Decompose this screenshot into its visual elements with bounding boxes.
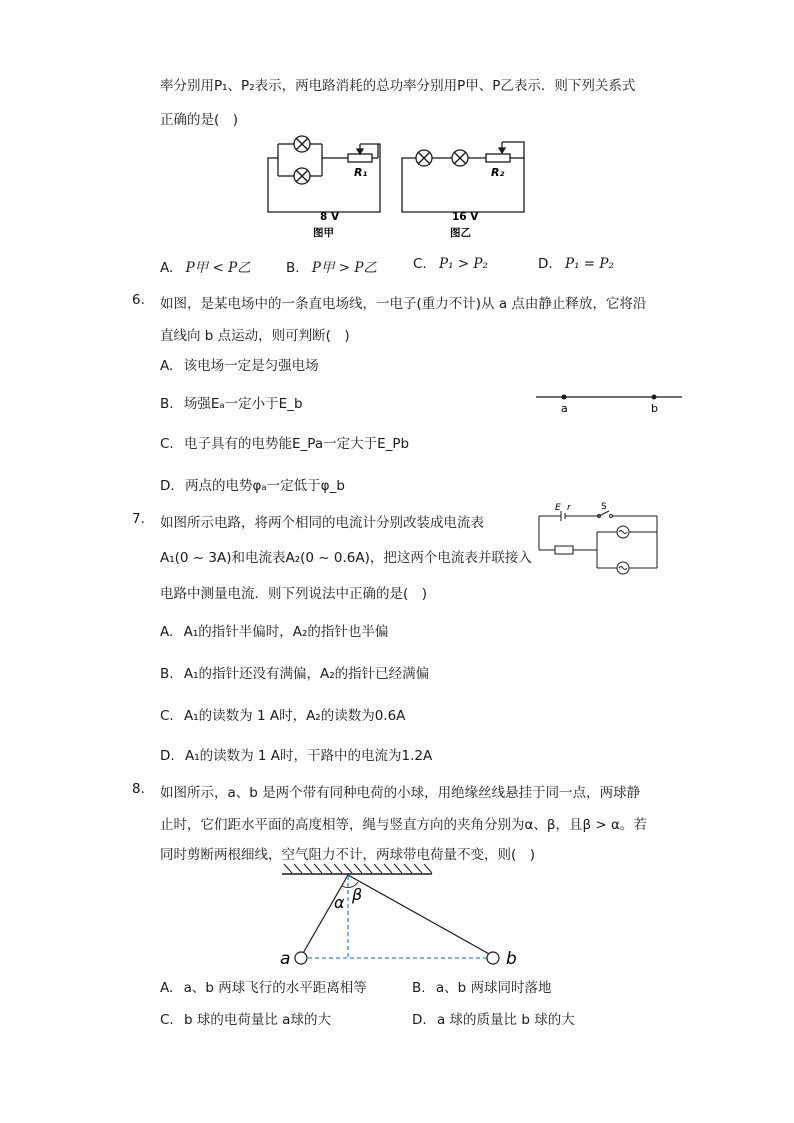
- option-letter: A.: [160, 624, 174, 640]
- option-letter: C.: [160, 708, 174, 724]
- ceiling-hatching: [284, 864, 432, 873]
- option-letter: D.: [412, 1012, 427, 1028]
- emf-label: E: [555, 503, 561, 513]
- option-text: P₁ > P₂: [439, 256, 488, 272]
- right-voltage-label: 16 V: [452, 211, 479, 223]
- option-text: 两点的电势φₐ一定低于φ_b: [184, 478, 345, 494]
- right-figure-label: 图乙: [450, 227, 471, 239]
- q6-stem-line2: 直线向 b 点运动，则可判断( ): [160, 328, 350, 344]
- q5-circuit-figure: [262, 128, 532, 240]
- option-text: A₁的指针还没有满偏，A₂的指针已经满偏: [183, 666, 430, 682]
- q6-option-c[interactable]: [160, 432, 409, 452]
- q7-number: 7.: [132, 511, 145, 527]
- point-b-label: b: [651, 402, 658, 415]
- q8-option-c[interactable]: [160, 1008, 331, 1028]
- beta-label: β: [352, 885, 363, 904]
- point-a-label: a: [561, 402, 568, 415]
- option-text: P₁ = P₂: [564, 256, 614, 272]
- point-a-icon: [562, 395, 567, 400]
- q7-option-c[interactable]: [160, 704, 405, 724]
- circuit-yi: [402, 142, 524, 212]
- q8-option-a[interactable]: [160, 976, 367, 996]
- ball-a-label: a: [280, 949, 291, 969]
- ball-b-label: b: [506, 949, 517, 969]
- left-voltage-label: 8 V: [320, 211, 340, 223]
- option-letter: B.: [412, 980, 426, 996]
- q6-option-b[interactable]: [160, 392, 303, 412]
- q8-number: 8.: [132, 781, 145, 797]
- point-b-icon: [652, 395, 657, 400]
- option-letter: A.: [160, 260, 174, 276]
- option-letter: B.: [286, 260, 300, 276]
- q8-stem-line3: 同时剪断两根细线，空气阻力不计，两球带电荷量不变，则( ): [160, 847, 536, 863]
- rheostat-r2-icon: [486, 154, 510, 162]
- q8-stem-line1: 如图所示，a、b 是两个带有同种电荷的小球，用绝缘丝线悬挂于同一点，两球静: [160, 785, 641, 801]
- r2-label: R₂: [491, 166, 505, 179]
- q8-option-b[interactable]: [412, 976, 552, 996]
- q5-option-b[interactable]: [286, 256, 377, 276]
- q8-stem-line2: 止时，它们距水平面的高度相等，绳与竖直方向的夹角分别为α、β，且β > α。若: [160, 817, 647, 833]
- internal-r-label: r: [567, 503, 571, 513]
- option-text: a、b 两球飞行的水平距离相等: [183, 980, 367, 996]
- q5-option-a[interactable]: [160, 256, 251, 276]
- option-text: a 球的质量比 b 球的大: [436, 1012, 575, 1028]
- q6-stem-line1: 如图，是某电场中的一条直电场线，一电子(重力不计)从 a 点由静止释放，它将沿: [160, 296, 647, 312]
- ball-a-icon: [295, 952, 307, 964]
- q6-option-a[interactable]: [160, 354, 319, 374]
- q7-stem-line1: 如图所示电路，将两个相同的电流计分别改装成电流表: [160, 515, 484, 531]
- q7-option-b[interactable]: [160, 662, 429, 682]
- option-text: 电子具有的电势能E_Pa一定大于E_Pb: [184, 436, 410, 452]
- option-text: P甲 < P乙: [185, 260, 251, 276]
- option-letter: B.: [160, 396, 174, 412]
- option-text: 场强Eₐ一定小于E_b: [183, 396, 303, 412]
- option-letter: D.: [160, 478, 175, 494]
- ball-b-icon: [487, 952, 499, 964]
- q6-number: 6.: [132, 292, 145, 308]
- option-letter: A.: [160, 358, 174, 374]
- option-letter: D.: [160, 748, 175, 764]
- option-text: 该电场一定是匀强电场: [183, 358, 319, 374]
- option-text: A₁的读数为 1 A时，干路中的电流为1.2A: [184, 748, 433, 764]
- string-b: [348, 875, 491, 955]
- q5-stem-line2: 正确的是( ): [160, 112, 239, 128]
- q7-stem-line2: A₁(0 ~ 3A)和电流表A₂(0 ~ 0.6A)，把这两个电流表并联接入: [160, 550, 532, 566]
- q5-option-c[interactable]: [413, 256, 488, 272]
- option-text: A₁的读数为 1 A时，A₂的读数为0.6A: [184, 708, 406, 724]
- q7-stem-line3: 电路中测量电流．则下列说法中正确的是( ): [160, 586, 428, 602]
- option-text: b 球的电荷量比 a球的大: [184, 1012, 331, 1028]
- q8-option-d[interactable]: [412, 1008, 575, 1028]
- option-text: a、b 两球同时落地: [435, 980, 552, 996]
- option-letter: A.: [160, 980, 174, 996]
- option-letter: C.: [160, 1012, 174, 1028]
- resistor-icon: [555, 546, 573, 554]
- r1-label: R₁: [354, 166, 368, 179]
- option-text: P甲 > P乙: [311, 260, 377, 276]
- q7-option-d[interactable]: [160, 744, 432, 764]
- option-letter: C.: [413, 256, 427, 272]
- q6-field-line-figure: [532, 388, 686, 416]
- q7-option-a[interactable]: [160, 620, 388, 640]
- option-text: A₁的指针半偏时，A₂的指针也半偏: [183, 624, 389, 640]
- q6-option-d[interactable]: [160, 474, 345, 494]
- q5-option-d[interactable]: [538, 256, 614, 272]
- q5-stem-line1: 率分别用P₁、P₂表示，两电路消耗的总功率分别用P甲、P乙表示．则下列关系式: [160, 78, 636, 94]
- option-letter: C.: [160, 436, 174, 452]
- option-letter: B.: [160, 666, 174, 682]
- left-figure-label: 图甲: [313, 227, 334, 239]
- option-letter: D.: [538, 256, 553, 272]
- q7-circuit-figure: [535, 500, 663, 576]
- q8-pendulum-figure: [272, 862, 534, 970]
- switch-label: S: [601, 502, 607, 512]
- string-a: [302, 875, 348, 955]
- alpha-label: α: [334, 893, 345, 912]
